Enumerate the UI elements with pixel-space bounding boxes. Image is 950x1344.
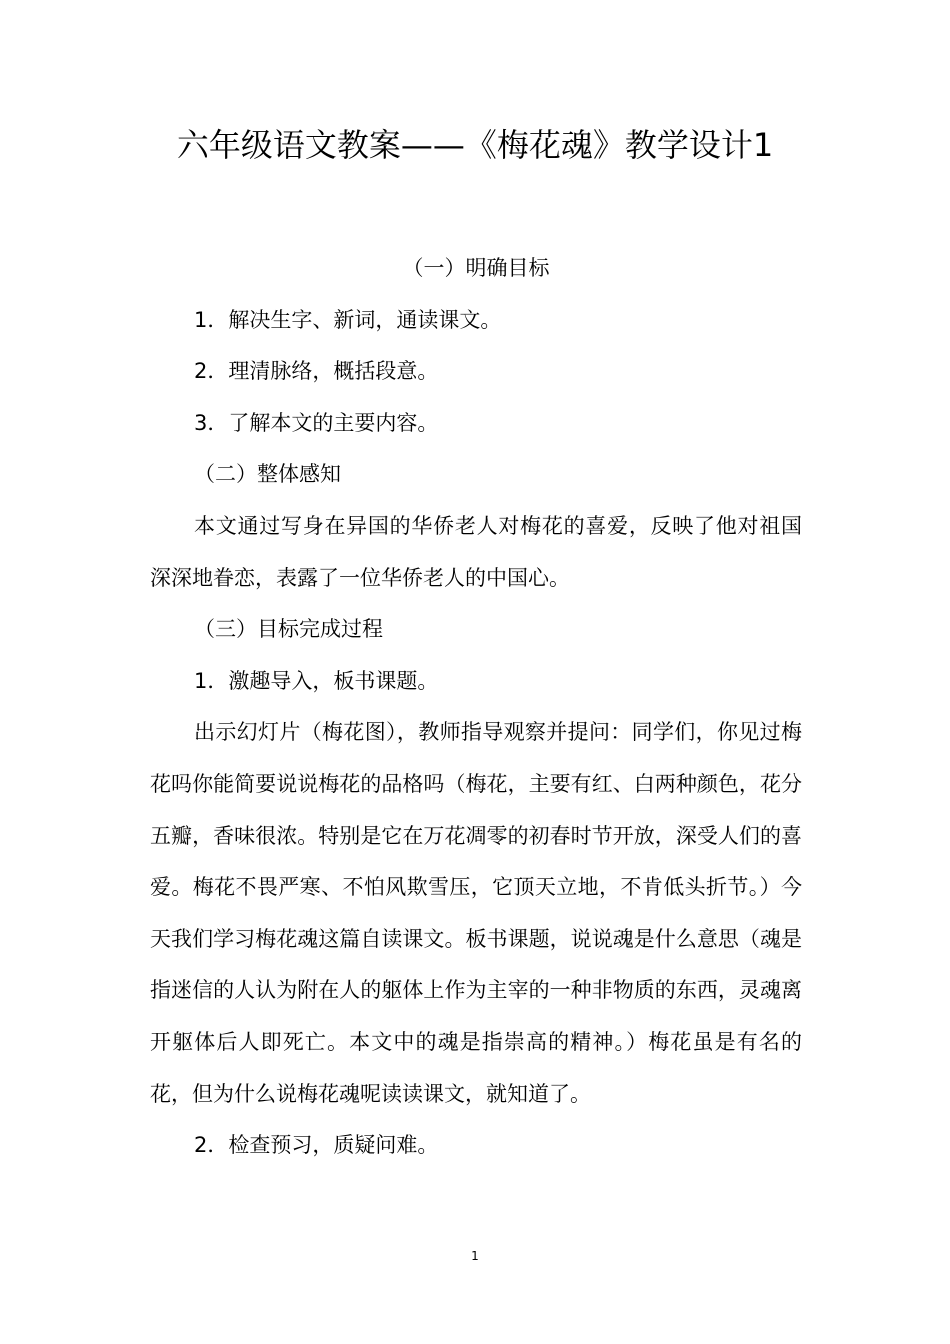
process-step-1-paragraph: 出示幻灯片（梅花图），教师指导观察并提问：同学们，你见过梅花吗你能简要说说梅花的品格吗（梅花，主要有红、白两种颜色，花分五瓣，香味很浓。特别是它在万花凋零的初春时节开放，深受人们的喜爱。梅花不畏严寒、不怕风欺雪压，它顶天立地，不肯低头折节。）今天我们学习梅花魂这篇自读课文。板书课题，说说魂是什么意思（魂是指迷信的人认为附在人的躯体上作为主宰的一种非物质的东西，灵魂离开躯体后人即死亡。本文中的魂是指崇高的精神。）梅花虽是有名的花，但为什么说梅花魂呢读读课文，就知道了。 (150, 720, 802, 1106)
section-heading-goals: （一）明确目标 (402, 256, 550, 280)
section-heading-process: （三）目标完成过程 (194, 617, 383, 642)
process-step-2: 2．检查预习，质疑问难。 (194, 1133, 439, 1158)
overview-paragraph: 本文通过写身在异国的华侨老人对梅花的喜爱，反映了他对祖国深深地眷恋，表露了一位华侨老人的中国心。 (150, 513, 802, 590)
goal-item-3: 3．了解本文的主要内容。 (194, 410, 439, 435)
document-title: 六年级语文教案——《梅花魂》教学设计1 (176, 126, 774, 164)
document-body (150, 243, 802, 1172)
section-heading-overview: （二）整体感知 (194, 462, 341, 487)
goal-item-2: 2．理清脉络，概括段意。 (194, 359, 439, 384)
goal-item-1: 1．解决生字、新词，通读课文。 (194, 307, 502, 332)
process-step-1: 1．激趣导入，板书课题。 (194, 668, 439, 693)
page-number: 1 (471, 1249, 479, 1263)
